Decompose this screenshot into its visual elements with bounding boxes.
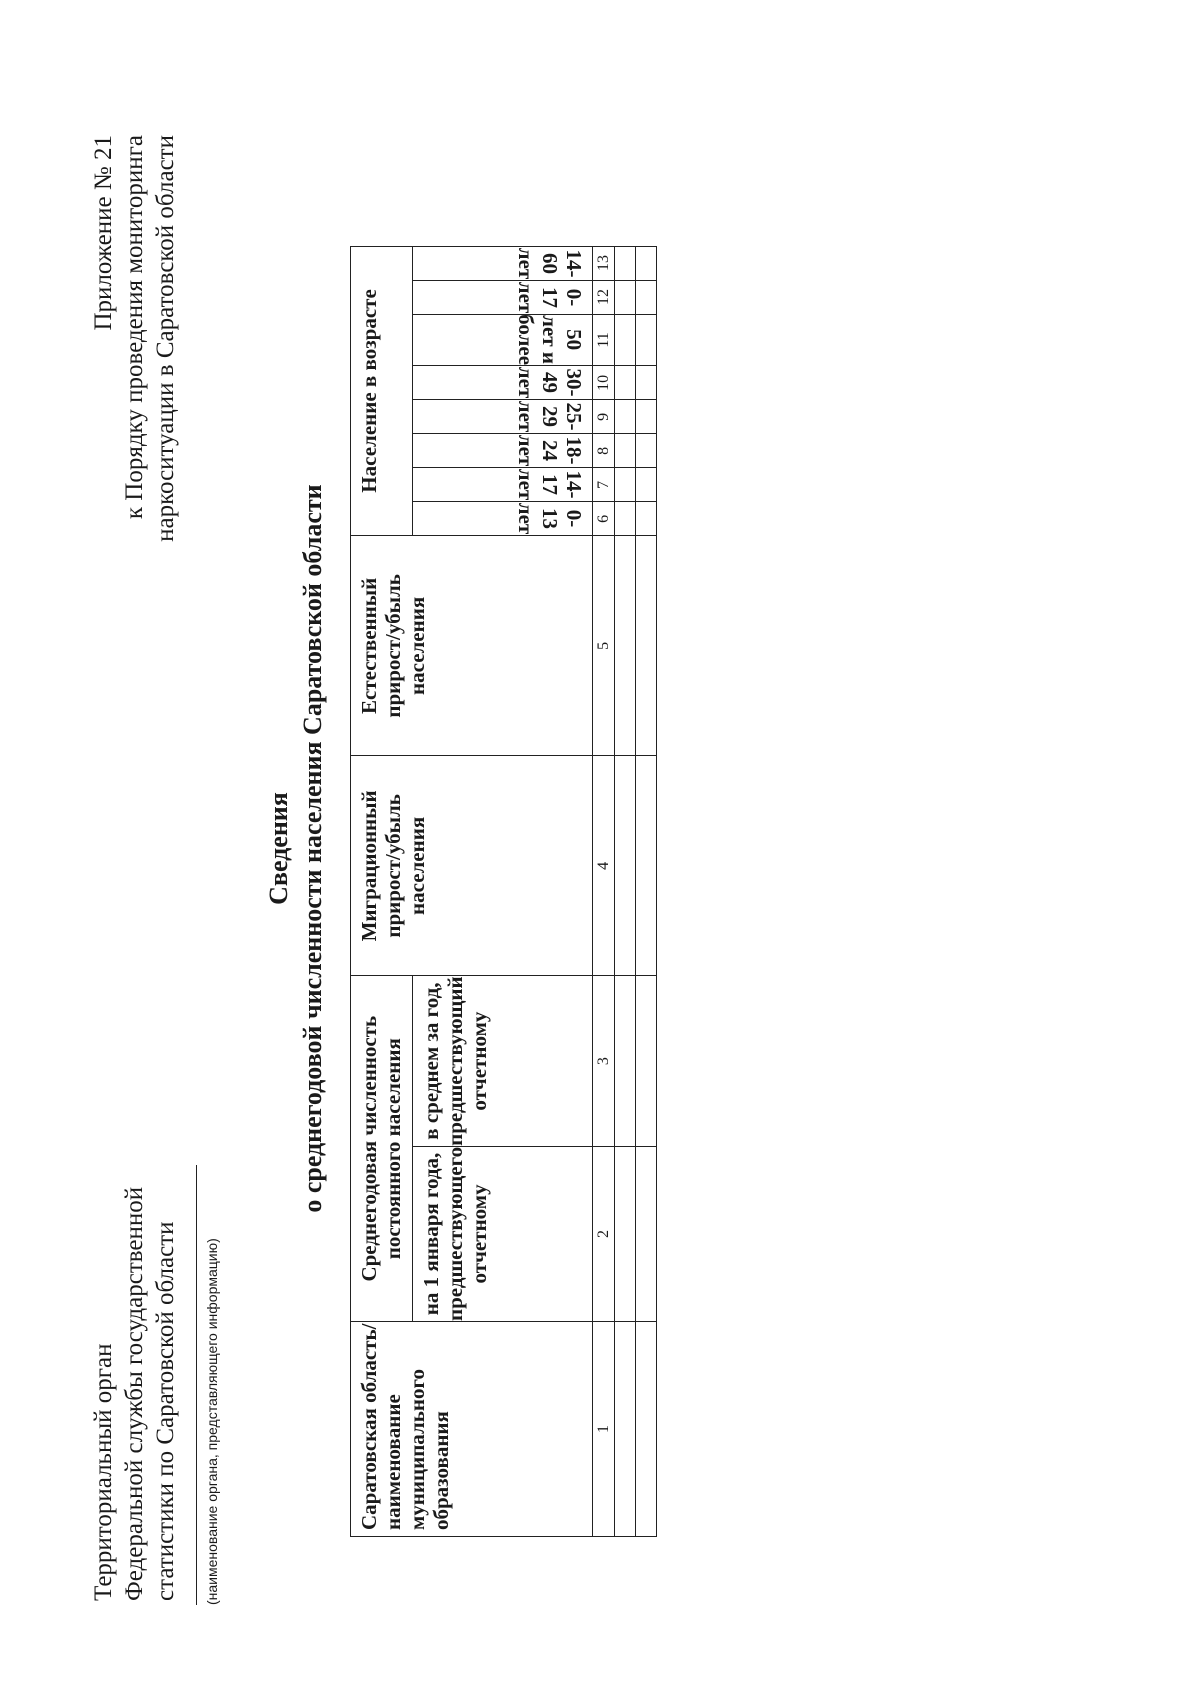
appendix-line-1: Приложение № 21 [90,135,117,331]
col-number: 1 [593,1322,615,1537]
appendix-line-2: к Порядку проведения мониторинга [121,135,148,520]
col-number: 10 [593,366,615,400]
col-number: 7 [593,468,615,502]
age-0-17-header: 0-17 лет [413,280,593,314]
col-avg-population-header: Среднегодовая численность постоянного населения [351,976,413,1322]
appendix-block [88,135,181,835]
col-year-avg-header: в среднем за год, предшествующий отчетному [413,976,593,1147]
col-migration-header: Миграционный прирост/убыль населения [351,756,593,976]
org-underline [196,1165,197,1605]
age-0-13-header: 0-13 лет [413,502,593,536]
header-row-1 [351,246,413,1536]
age-14-60-header: 14-60 лет [413,246,593,280]
col-jan1-header: на 1 января года, предшествующего отчетному [413,1146,593,1321]
col-number: 4 [593,756,615,976]
appendix-line-3: наркоситуации в Саратовской области [152,135,179,542]
table-row [615,246,636,1536]
table-row [636,246,657,1536]
col-number: 13 [593,246,615,280]
age-18-24-header: 18-24 лет [413,434,593,468]
population-table [350,246,657,1537]
col-number: 12 [593,280,615,314]
col-natural-header: Естественный прирост/убыль населения [351,536,593,756]
col-number: 3 [593,976,615,1147]
org-line-1: Территориальный орган [90,1343,117,1601]
org-line-2: Федеральной службы государственной [121,1186,148,1601]
title-line-1: Сведения [264,792,293,905]
age-50-plus-header: 50 лет и более [413,314,593,366]
col-number: 2 [593,1146,615,1321]
document-title [262,0,330,1697]
col-age-group-header: Население в возрасте [351,246,413,536]
col-number: 5 [593,536,615,756]
org-caption: (наименование органа, представляющего информацию) [204,1238,220,1605]
col-municipality-header: Саратовская область/ наименование муниципального образования [351,1322,593,1537]
organization-block [88,1141,181,1601]
age-25-29-header: 25-29 лет [413,400,593,434]
column-numbers-row [593,246,615,1536]
org-line-3: статистики по Саратовской области [152,1221,179,1601]
title-line-2: о среднегодовой численности населения Саратовской области [298,484,327,1213]
age-14-17-header: 14-17 лет [413,468,593,502]
age-30-49-header: 30-49 лет [413,366,593,400]
col-number: 11 [593,314,615,366]
col-number: 8 [593,434,615,468]
col-number: 6 [593,502,615,536]
col-number: 9 [593,400,615,434]
